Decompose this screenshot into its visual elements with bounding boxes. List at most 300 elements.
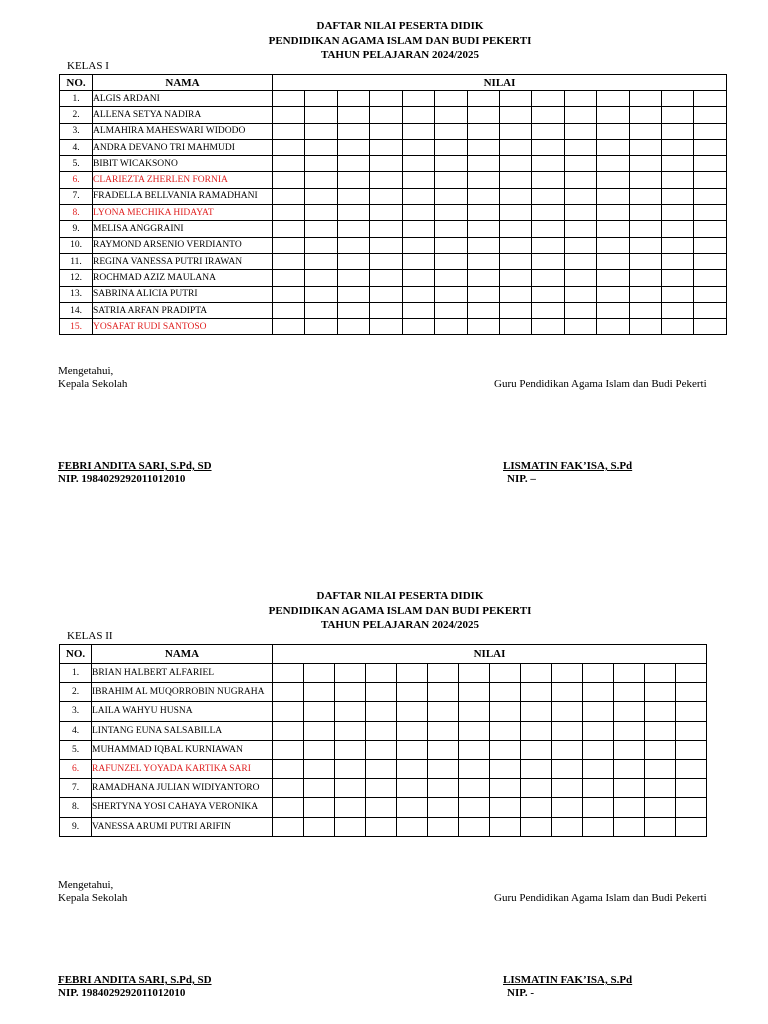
grade-cell <box>397 798 428 817</box>
class-label: KELAS I <box>67 60 109 72</box>
grade-cell <box>397 779 428 798</box>
grade-cell <box>304 721 335 740</box>
doc-year: TAHUN PELAJARAN 2024/2025 <box>320 49 480 61</box>
table-row <box>60 779 707 798</box>
grade-cell <box>305 237 337 253</box>
grade-cell <box>273 759 304 778</box>
teacher-nip: NIP. - <box>507 987 535 999</box>
grade-cell <box>499 172 531 188</box>
grade-cell <box>564 286 596 302</box>
grade-cell <box>499 253 531 269</box>
grade-cell <box>337 139 369 155</box>
grade-cell <box>459 779 490 798</box>
grade-cell <box>366 798 397 817</box>
grade-cell <box>304 817 335 836</box>
grade-cell <box>337 270 369 286</box>
table-row <box>60 798 707 817</box>
grade-cell <box>304 798 335 817</box>
grade-cell <box>662 221 694 237</box>
student-name: LINTANG EUNA SALSABILLA <box>92 721 273 740</box>
grade-cell <box>467 270 499 286</box>
row-number: 5. <box>60 156 93 172</box>
grade-cell <box>428 702 459 721</box>
grade-cell <box>645 817 676 836</box>
grade-cell <box>564 107 596 123</box>
grade-cell <box>614 664 645 683</box>
table-row <box>60 817 707 836</box>
grade-cell <box>532 270 564 286</box>
grade-cell <box>499 221 531 237</box>
grade-cell <box>676 779 707 798</box>
grade-cell <box>305 91 337 107</box>
grade-cell <box>629 91 661 107</box>
grade-cell <box>564 319 596 335</box>
principal-name: FEBRI ANDITA SARI, S.Pd, SD <box>58 974 212 986</box>
row-number: 1. <box>60 664 92 683</box>
grade-cell <box>694 139 727 155</box>
grade-cell <box>662 107 694 123</box>
grade-cell <box>490 779 521 798</box>
grade-cell <box>335 759 366 778</box>
acknowledge-block <box>58 365 127 391</box>
grade-cell <box>467 221 499 237</box>
grade-cell <box>490 683 521 702</box>
grade-cell <box>467 139 499 155</box>
grade-cell <box>467 156 499 172</box>
grade-cell <box>335 702 366 721</box>
grade-cell <box>521 779 552 798</box>
grade-cell <box>645 702 676 721</box>
doc-year: TAHUN PELAJARAN 2024/2025 <box>320 619 480 631</box>
grade-cell <box>428 798 459 817</box>
grade-cell <box>273 205 305 221</box>
grade-cell <box>532 319 564 335</box>
student-name: BIBIT WICAKSONO <box>93 156 273 172</box>
student-name: BRIAN HALBERT ALFARIEL <box>92 664 273 683</box>
grade-cell <box>583 759 614 778</box>
grade-cell <box>273 779 304 798</box>
grade-cell <box>397 817 428 836</box>
grade-cell <box>552 817 583 836</box>
row-number: 2. <box>60 107 93 123</box>
table-row <box>60 139 727 155</box>
grade-cell <box>499 286 531 302</box>
grade-cell <box>564 302 596 318</box>
grade-cell <box>694 156 727 172</box>
grade-cell <box>402 302 434 318</box>
grade-cell <box>402 188 434 204</box>
grade-cell <box>435 319 467 335</box>
grade-cell <box>435 237 467 253</box>
grade-cell <box>629 221 661 237</box>
grade-cell <box>532 91 564 107</box>
grade-cell <box>402 139 434 155</box>
grade-cell <box>402 270 434 286</box>
grade-cell <box>337 237 369 253</box>
grade-cell <box>435 139 467 155</box>
grade-cell <box>435 270 467 286</box>
col-header-nilai: NILAI <box>273 645 707 664</box>
grade-cell <box>676 702 707 721</box>
grade-cell <box>629 188 661 204</box>
grade-cell <box>337 221 369 237</box>
grade-cell <box>521 759 552 778</box>
grade-cell <box>676 817 707 836</box>
row-number: 7. <box>60 779 92 798</box>
principal-title: Kepala Sekolah <box>58 892 128 904</box>
grade-cell <box>370 107 402 123</box>
grade-cell <box>490 702 521 721</box>
grade-cell <box>402 237 434 253</box>
grade-cell <box>521 740 552 759</box>
grade-cell <box>305 107 337 123</box>
grade-cell <box>552 759 583 778</box>
grade-cell <box>273 319 305 335</box>
table-row <box>60 683 707 702</box>
grade-cell <box>694 302 727 318</box>
grade-cell <box>521 721 552 740</box>
grade-cell <box>402 221 434 237</box>
grade-cell <box>428 817 459 836</box>
grade-cell <box>629 123 661 139</box>
grade-cell <box>467 237 499 253</box>
grade-cell <box>597 91 629 107</box>
grade-cell <box>397 759 428 778</box>
grade-cell <box>552 779 583 798</box>
table-row <box>60 237 727 253</box>
grade-cell <box>370 123 402 139</box>
grade-cell <box>532 107 564 123</box>
row-number: 4. <box>60 139 93 155</box>
grade-cell <box>459 817 490 836</box>
grade-cell <box>428 721 459 740</box>
grade-cell <box>662 270 694 286</box>
principal-nip: NIP. 1984029292011012010 <box>58 987 186 999</box>
col-header-nama: NAMA <box>92 645 273 664</box>
grade-cell <box>552 702 583 721</box>
teacher-signature <box>503 974 632 1000</box>
grade-cell <box>273 702 304 721</box>
grade-cell <box>521 702 552 721</box>
table-row <box>60 759 707 778</box>
grade-cell <box>335 817 366 836</box>
row-number: 13. <box>60 286 93 302</box>
doc-title: DAFTAR NILAI PESERTA DIDIK <box>316 20 484 32</box>
table-row <box>60 319 727 335</box>
grade-cell <box>583 740 614 759</box>
col-header-no: NO. <box>60 75 93 91</box>
grade-cell <box>490 740 521 759</box>
grade-cell <box>305 253 337 269</box>
grade-cell <box>694 107 727 123</box>
table-row <box>60 205 727 221</box>
grade-cell <box>614 779 645 798</box>
grade-cell <box>305 286 337 302</box>
teacher-title: Guru Pendidikan Agama Islam dan Budi Pekerti <box>494 378 707 390</box>
grade-cell <box>614 740 645 759</box>
grade-cell <box>614 721 645 740</box>
grade-cell <box>564 237 596 253</box>
grade-cell <box>676 664 707 683</box>
grade-cell <box>305 123 337 139</box>
grade-cell <box>467 107 499 123</box>
grade-cell <box>428 683 459 702</box>
grade-cell <box>597 205 629 221</box>
student-name: ANDRA DEVANO TRI MAHMUDI <box>93 139 273 155</box>
table-row <box>60 107 727 123</box>
grade-cell <box>467 205 499 221</box>
grade-cell <box>397 664 428 683</box>
grade-cell <box>583 798 614 817</box>
grade-cell <box>402 205 434 221</box>
grade-cell <box>273 270 305 286</box>
teacher-title: Guru Pendidikan Agama Islam dan Budi Pekerti <box>494 892 707 904</box>
grade-cell <box>662 302 694 318</box>
row-number: 10. <box>60 237 93 253</box>
grade-cell <box>490 817 521 836</box>
table-row <box>60 270 727 286</box>
grade-cell <box>370 221 402 237</box>
row-number: 2. <box>60 683 92 702</box>
grade-cell <box>435 302 467 318</box>
grade-cell <box>435 221 467 237</box>
grade-cell <box>428 759 459 778</box>
grade-cell <box>435 286 467 302</box>
grade-cell <box>428 779 459 798</box>
grade-cell <box>459 702 490 721</box>
grade-cell <box>370 319 402 335</box>
grade-cell <box>305 188 337 204</box>
grade-cell <box>273 107 305 123</box>
grade-cell <box>583 779 614 798</box>
student-name: YOSAFAT RUDI SANTOSO <box>93 319 273 335</box>
grade-cell <box>499 188 531 204</box>
grade-cell <box>435 172 467 188</box>
grade-cell <box>304 779 335 798</box>
grade-cell <box>366 759 397 778</box>
grade-cell <box>499 123 531 139</box>
principal-signature <box>58 974 212 1000</box>
grade-cell <box>273 188 305 204</box>
grade-cell <box>304 759 335 778</box>
grade-cell <box>694 91 727 107</box>
grade-cell <box>305 270 337 286</box>
row-number: 9. <box>60 221 93 237</box>
grade-cell <box>304 702 335 721</box>
grade-cell <box>499 91 531 107</box>
student-name: ROCHMAD AZIZ MAULANA <box>93 270 273 286</box>
grade-cell <box>629 319 661 335</box>
table-row <box>60 91 727 107</box>
grade-cell <box>552 683 583 702</box>
grade-cell <box>304 740 335 759</box>
grade-cell <box>694 253 727 269</box>
grade-cell <box>583 664 614 683</box>
grade-cell <box>335 721 366 740</box>
grade-cell <box>402 253 434 269</box>
grade-cell <box>335 683 366 702</box>
grade-cell <box>370 237 402 253</box>
row-number: 14. <box>60 302 93 318</box>
row-number: 11. <box>60 253 93 269</box>
table-row <box>60 221 727 237</box>
grade-cell <box>564 270 596 286</box>
grade-cell <box>499 270 531 286</box>
student-name: RAFUNZEL YOYADA KARTIKA SARI <box>92 759 273 778</box>
grade-cell <box>490 664 521 683</box>
grade-cell <box>532 302 564 318</box>
grade-cell <box>694 319 727 335</box>
grade-cell <box>273 123 305 139</box>
grade-cell <box>337 319 369 335</box>
doc-title: DAFTAR NILAI PESERTA DIDIK <box>316 590 484 602</box>
acknowledge-label: Mengetahui, <box>58 365 114 377</box>
grade-cell <box>597 302 629 318</box>
grade-cell <box>467 123 499 139</box>
grade-cell <box>435 156 467 172</box>
grade-cell <box>552 664 583 683</box>
grade-cell <box>645 759 676 778</box>
grade-cell <box>532 205 564 221</box>
grade-cell <box>467 253 499 269</box>
student-name: FRADELLA BELLVANIA RAMADHANI <box>93 188 273 204</box>
student-name: ALGIS ARDANI <box>93 91 273 107</box>
row-number: 1. <box>60 91 93 107</box>
grade-cell <box>694 172 727 188</box>
grade-cell <box>521 664 552 683</box>
grade-cell <box>564 156 596 172</box>
grade-cell <box>552 721 583 740</box>
grade-cell <box>662 237 694 253</box>
grade-cell <box>370 302 402 318</box>
grade-cell <box>532 123 564 139</box>
grade-cell <box>370 172 402 188</box>
grade-cell <box>305 319 337 335</box>
table-row <box>60 253 727 269</box>
student-name: CLARIEZTA ZHERLEN FORNIA <box>93 172 273 188</box>
grade-cell <box>614 759 645 778</box>
student-name: IBRAHIM AL MUQORROBIN NUGRAHA <box>92 683 273 702</box>
grade-cell <box>521 683 552 702</box>
grade-cell <box>564 91 596 107</box>
grade-cell <box>397 721 428 740</box>
grade-cell <box>273 172 305 188</box>
table-row <box>60 702 707 721</box>
grade-cell <box>370 286 402 302</box>
grade-cell <box>532 286 564 302</box>
grade-cell <box>305 172 337 188</box>
grade-cell <box>662 156 694 172</box>
grade-cell <box>273 683 304 702</box>
grade-cell <box>532 156 564 172</box>
row-number: 6. <box>60 172 93 188</box>
teacher-nip: NIP. – <box>507 473 536 485</box>
grade-cell <box>662 123 694 139</box>
grade-cell <box>335 740 366 759</box>
grade-cell <box>662 253 694 269</box>
grade-cell <box>597 123 629 139</box>
row-number: 3. <box>60 123 93 139</box>
grade-cell <box>337 107 369 123</box>
table-row <box>60 721 707 740</box>
student-name: ALMAHIRA MAHESWARI WIDODO <box>93 123 273 139</box>
principal-title: Kepala Sekolah <box>58 378 128 390</box>
grade-cell <box>532 253 564 269</box>
grade-cell <box>366 721 397 740</box>
acknowledge-block <box>58 879 127 905</box>
grade-cell <box>273 286 305 302</box>
teacher-name: LISMATIN FAK’ISA, S.Pd <box>503 460 633 472</box>
grade-cell <box>370 91 402 107</box>
row-number: 3. <box>60 702 92 721</box>
grade-cell <box>402 156 434 172</box>
principal-name: FEBRI ANDITA SARI, S.Pd, SD <box>58 460 212 472</box>
grade-cell <box>273 221 305 237</box>
acknowledge-label: Mengetahui, <box>58 879 114 891</box>
grade-cell <box>694 286 727 302</box>
grade-cell <box>435 107 467 123</box>
grade-cell <box>435 188 467 204</box>
document-header-1 <box>0 19 768 63</box>
grade-cell <box>304 664 335 683</box>
grade-cell <box>304 683 335 702</box>
grade-cell <box>435 123 467 139</box>
grade-cell <box>583 721 614 740</box>
grade-cell <box>337 172 369 188</box>
grade-cell <box>402 91 434 107</box>
grade-cell <box>467 319 499 335</box>
doc-subject: PENDIDIKAN AGAMA ISLAM DAN BUDI PEKERTI <box>268 604 532 617</box>
grade-cell <box>645 798 676 817</box>
table-row <box>60 302 727 318</box>
grade-cell <box>273 139 305 155</box>
grade-cell <box>521 798 552 817</box>
grade-cell <box>490 759 521 778</box>
grade-cell <box>337 302 369 318</box>
grade-cell <box>366 817 397 836</box>
grade-cell <box>459 721 490 740</box>
grade-cell <box>337 91 369 107</box>
grade-cell <box>614 798 645 817</box>
grade-cell <box>273 740 304 759</box>
grade-cell <box>459 664 490 683</box>
grade-cell <box>402 172 434 188</box>
student-name: RAMADHANA JULIAN WIDIYANTORO <box>92 779 273 798</box>
grade-cell <box>499 302 531 318</box>
grade-cell <box>532 172 564 188</box>
grade-cell <box>366 702 397 721</box>
grade-cell <box>397 702 428 721</box>
row-number: 4. <box>60 721 92 740</box>
grade-cell <box>629 107 661 123</box>
student-name: MUHAMMAD IQBAL KURNIAWAN <box>92 740 273 759</box>
grade-cell <box>645 740 676 759</box>
grade-cell <box>402 123 434 139</box>
row-number: 8. <box>60 798 92 817</box>
grade-cell <box>402 107 434 123</box>
grade-cell <box>597 253 629 269</box>
grade-cell <box>583 683 614 702</box>
student-name: ALLENA SETYA NADIRA <box>93 107 273 123</box>
grade-cell <box>597 172 629 188</box>
grade-cell <box>499 237 531 253</box>
grade-cell <box>402 286 434 302</box>
grade-cell <box>499 139 531 155</box>
grade-cell <box>273 156 305 172</box>
grade-cell <box>435 205 467 221</box>
principal-nip: NIP. 1984029292011012010 <box>58 473 186 485</box>
student-name: VANESSA ARUMI PUTRI ARIFIN <box>92 817 273 836</box>
